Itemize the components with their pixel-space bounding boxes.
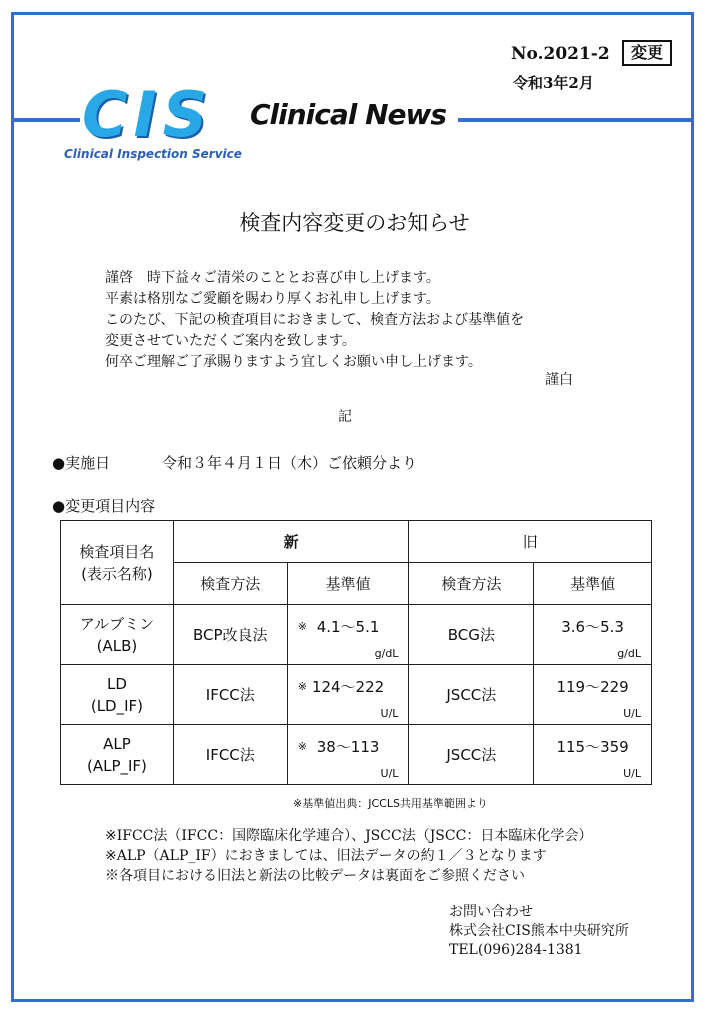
effective-label: ●実施日 [52, 454, 111, 472]
new-range-cell: ※ 4.1～5.1 g/dL [287, 605, 409, 665]
note-line: ※各項目における旧法と新法の比較データは裏面をご参照ください [105, 868, 525, 884]
notes [105, 826, 592, 886]
item-name-cell: アルブミン (ALB) [61, 605, 174, 665]
old-method-cell: BCG法 [409, 605, 534, 665]
greeting-line: 何卒ご理解ご了承賜りますよう宜しくお願い申し上げます。 [105, 354, 482, 370]
contact-label: お問い合わせ [449, 904, 533, 920]
document-date: 令和3年2月 [513, 74, 594, 92]
change-badge: 変更 [622, 40, 672, 66]
new-method-cell: BCP改良法 [173, 605, 287, 665]
logo-subtitle: Clinical Inspection Service [64, 147, 242, 161]
newsletter-title: Clinical News [250, 98, 447, 131]
greeting-line: 謹啓 時下益々ご清栄のこととお喜び申し上げます。 [105, 270, 440, 286]
note-line: ※ALP（ALP_IF）におきましては、旧法データの約１／３となります [105, 848, 547, 864]
closing-word: 謹白 [545, 372, 573, 388]
old-range-cell: 119～229 U/L [534, 665, 652, 725]
effective-date: 令和３年４月１日（木）ご依頼分より [162, 454, 418, 472]
item-name-cell: LD (LD_IF) [61, 665, 174, 725]
new-method-cell: IFCC法 [173, 725, 287, 785]
header-rule-left [14, 118, 80, 122]
new-method-cell: IFCC法 [173, 665, 287, 725]
table-row [61, 725, 652, 785]
old-ref-header: 基準値 [534, 563, 652, 605]
document-number: No.2021-2 [511, 44, 610, 64]
changes-table [60, 520, 652, 785]
table-row [61, 665, 652, 725]
new-header: 新 [173, 521, 409, 563]
table-row [61, 605, 652, 665]
company-name: 株式会社CIS熊本中央研究所 [449, 923, 629, 939]
item-name-cell: ALP (ALP_IF) [61, 725, 174, 785]
effective-date-section [52, 452, 418, 473]
new-method-header: 検査方法 [173, 563, 287, 605]
new-ref-header: 基準値 [287, 563, 409, 605]
item-header: 検査項目名 (表示名称) [61, 521, 174, 605]
phone-number: TEL(096)284-1381 [449, 942, 583, 958]
contact-block [449, 903, 629, 960]
new-range-cell: ※ 124～222 U/L [287, 665, 409, 725]
old-method-cell: JSCC法 [409, 665, 534, 725]
old-range-cell: 115～359 U/L [534, 725, 652, 785]
new-range-cell: ※ 38～113 U/L [287, 725, 409, 785]
reference-source-note: ※基準値出典：JCCLS共用基準範囲より [293, 797, 488, 810]
old-range-cell: 3.6～5.3 g/dL [534, 605, 652, 665]
cis-logo: CIS [82, 78, 214, 151]
greeting-line: 平素は格別なご愛顧を賜わり厚くお礼申し上げます。 [105, 291, 440, 307]
header-rule-right [458, 118, 692, 122]
old-method-cell: JSCC法 [409, 725, 534, 785]
old-method-header: 検査方法 [409, 563, 534, 605]
greeting-line: 変更させていただくご案内を致します。 [105, 333, 356, 349]
page-title: 検査内容変更のお知らせ [239, 211, 470, 235]
ki-mark: 記 [338, 409, 352, 425]
changes-label: ●変更項目内容 [52, 497, 156, 515]
greeting-line: このたび、下記の検査項目におきまして、検査方法および基準値を [105, 312, 525, 328]
note-line: ※IFCC法（IFCC：国際臨床化学連合）、JSCC法（JSCC：日本臨床化学会） [105, 828, 593, 844]
old-header: 旧 [409, 521, 652, 563]
greeting-text [105, 268, 524, 373]
